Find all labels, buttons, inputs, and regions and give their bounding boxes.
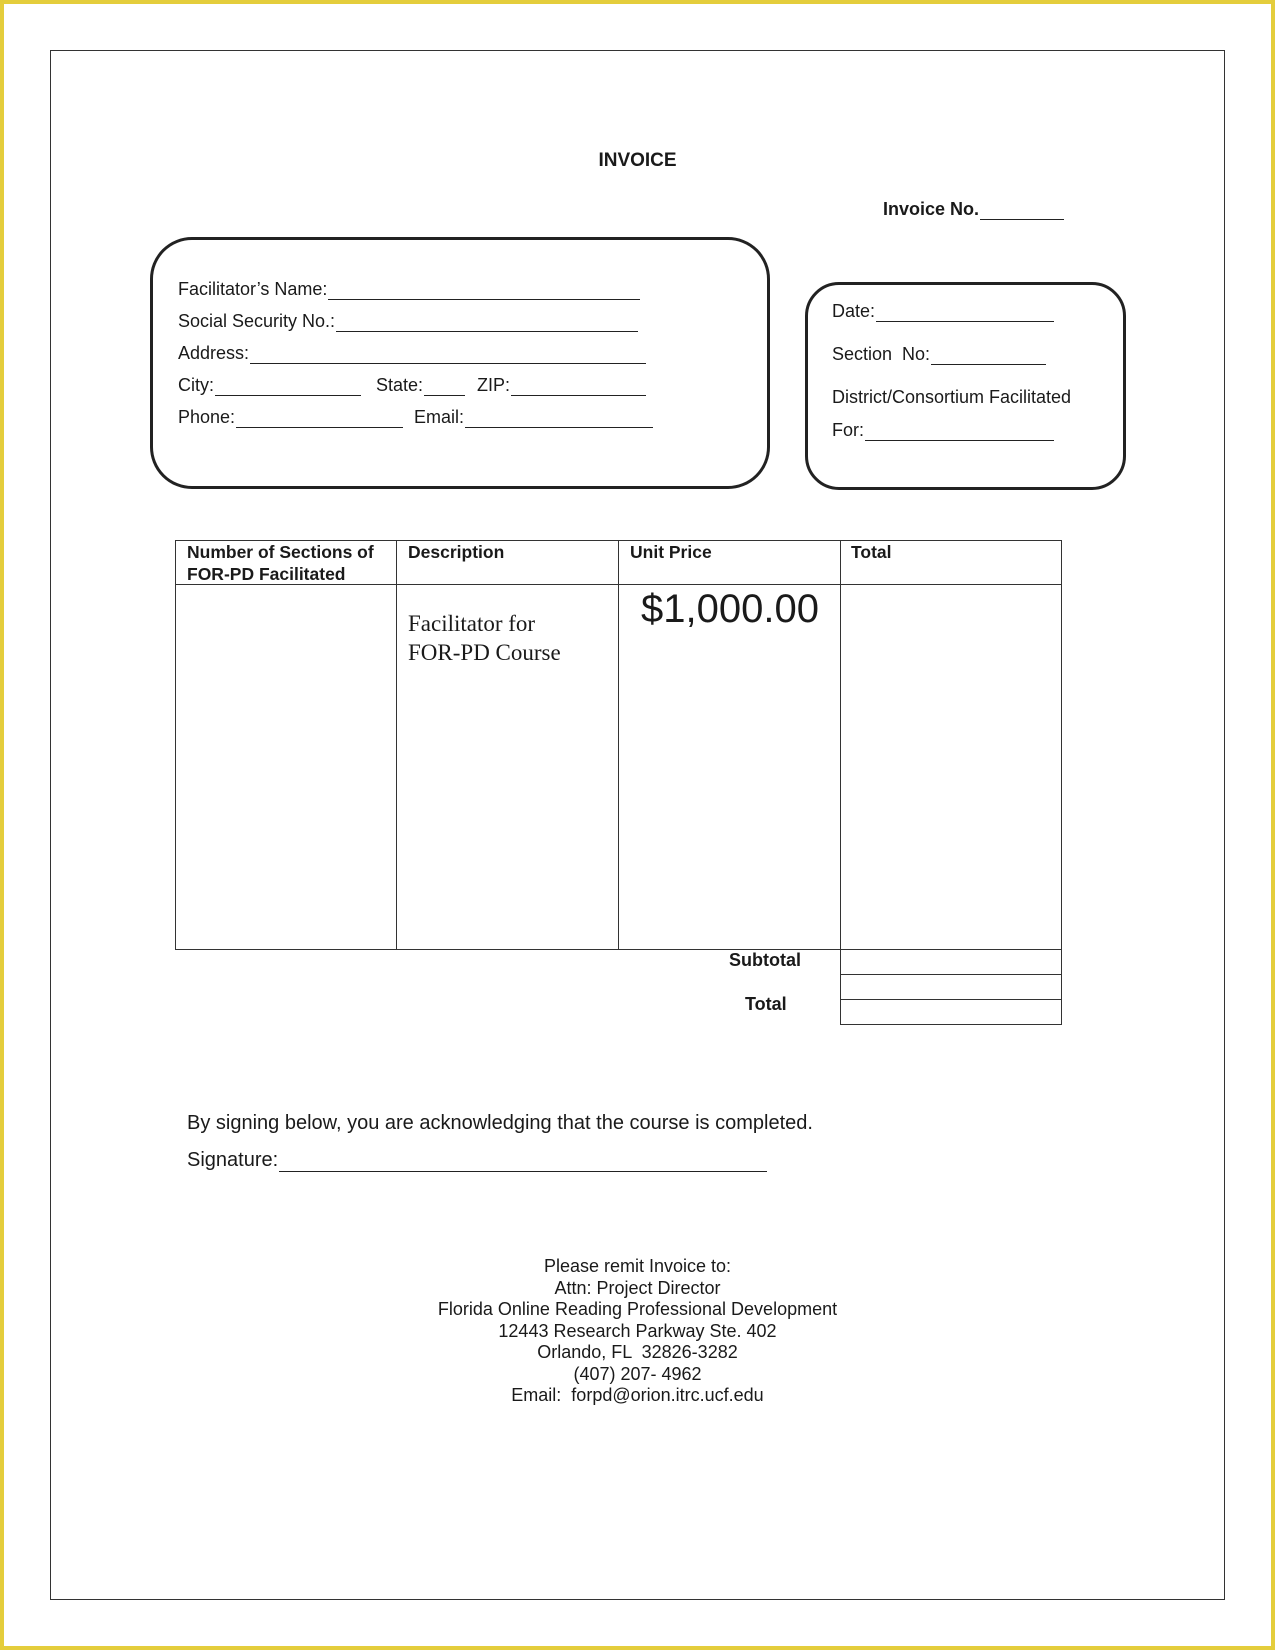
city-blank[interactable]	[215, 377, 361, 396]
subtotal-label: Subtotal	[729, 950, 801, 970]
state-label: State:	[376, 375, 424, 395]
invoice-title: INVOICE	[598, 150, 677, 171]
invoice-no-blank[interactable]	[980, 201, 1064, 220]
phone-blank[interactable]	[236, 409, 403, 428]
address-field	[178, 343, 646, 364]
table-col-line-5	[1061, 540, 1062, 1025]
district-label: District/Consortium Facilitated	[832, 387, 1072, 407]
state-blank[interactable]	[424, 377, 465, 396]
city-field	[178, 375, 361, 396]
zip-field	[477, 375, 646, 396]
invoice-no-label: Invoice No.	[883, 199, 980, 219]
zip-blank[interactable]	[511, 377, 646, 396]
remit-line: Florida Online Reading Professional Development	[437, 1299, 838, 1319]
acknowledgement-text: By signing below, you are acknowledging that the course is completed.	[187, 1112, 813, 1134]
remit-line: Please remit Invoice to:	[543, 1256, 732, 1276]
description-line-1: Facilitator for	[408, 611, 536, 636]
ssn-label: Social Security No.:	[178, 311, 336, 331]
date-field	[832, 301, 1054, 322]
facilitator-name-field	[178, 279, 640, 300]
email-field	[414, 407, 653, 428]
unit-price-value: $1,000.00	[641, 587, 819, 631]
date-label: Date:	[832, 301, 876, 321]
phone-field	[178, 407, 403, 428]
for-blank[interactable]	[865, 422, 1054, 441]
district-label-line	[832, 387, 1071, 408]
city-label: City:	[178, 375, 214, 395]
total-label: Total	[745, 994, 787, 1014]
table-col-line-3	[618, 540, 619, 950]
section-no-label: Section No:	[832, 344, 931, 364]
remit-address-block	[0, 1256, 1275, 1407]
description-cell	[408, 609, 561, 667]
section-no-field	[832, 344, 1046, 365]
remit-line: 12443 Research Parkway Ste. 402	[498, 1320, 777, 1341]
email-blank[interactable]	[465, 409, 653, 428]
ssn-field	[178, 311, 638, 332]
ssn-blank[interactable]	[336, 313, 638, 332]
subtotal-box-line	[840, 974, 1062, 975]
signature-blank[interactable]	[279, 1151, 767, 1172]
header-number-of-sections: Number of Sections of FOR-PD Facilitated	[187, 542, 374, 584]
table-col-line-1	[175, 540, 176, 950]
remit-line: Email: forpd@orion.itrc.ucf.edu	[511, 1385, 764, 1405]
section-no-blank[interactable]	[931, 346, 1046, 365]
header-total: Total	[851, 542, 892, 562]
total-box-bottom-line	[840, 1024, 1062, 1025]
remit-line: Orlando, FL 32826-3282	[537, 1342, 738, 1362]
state-field	[376, 375, 465, 396]
address-label: Address:	[178, 343, 250, 363]
invoice-no-field	[883, 199, 1064, 220]
email-label: Email:	[414, 407, 465, 427]
description-line-2: FOR-PD Course	[408, 640, 561, 665]
header-unit-price: Unit Price	[630, 542, 712, 562]
remit-line: Attn: Project Director	[554, 1277, 721, 1298]
table-col-line-2	[396, 540, 397, 950]
zip-label: ZIP:	[477, 375, 511, 395]
date-blank[interactable]	[876, 303, 1054, 322]
address-blank[interactable]	[250, 345, 646, 364]
for-label: For:	[832, 420, 865, 440]
header-description: Description	[408, 542, 505, 562]
signature-label: Signature:	[187, 1149, 279, 1171]
total-box-top-line	[840, 999, 1062, 1000]
facilitator-name-label: Facilitator’s Name:	[178, 279, 328, 299]
phone-label: Phone:	[178, 407, 236, 427]
table-col-line-4	[840, 540, 841, 1025]
facilitator-name-blank[interactable]	[328, 281, 640, 300]
for-field	[832, 420, 1054, 441]
signature-field	[187, 1149, 767, 1172]
remit-line: (407) 207- 4962	[573, 1363, 702, 1384]
